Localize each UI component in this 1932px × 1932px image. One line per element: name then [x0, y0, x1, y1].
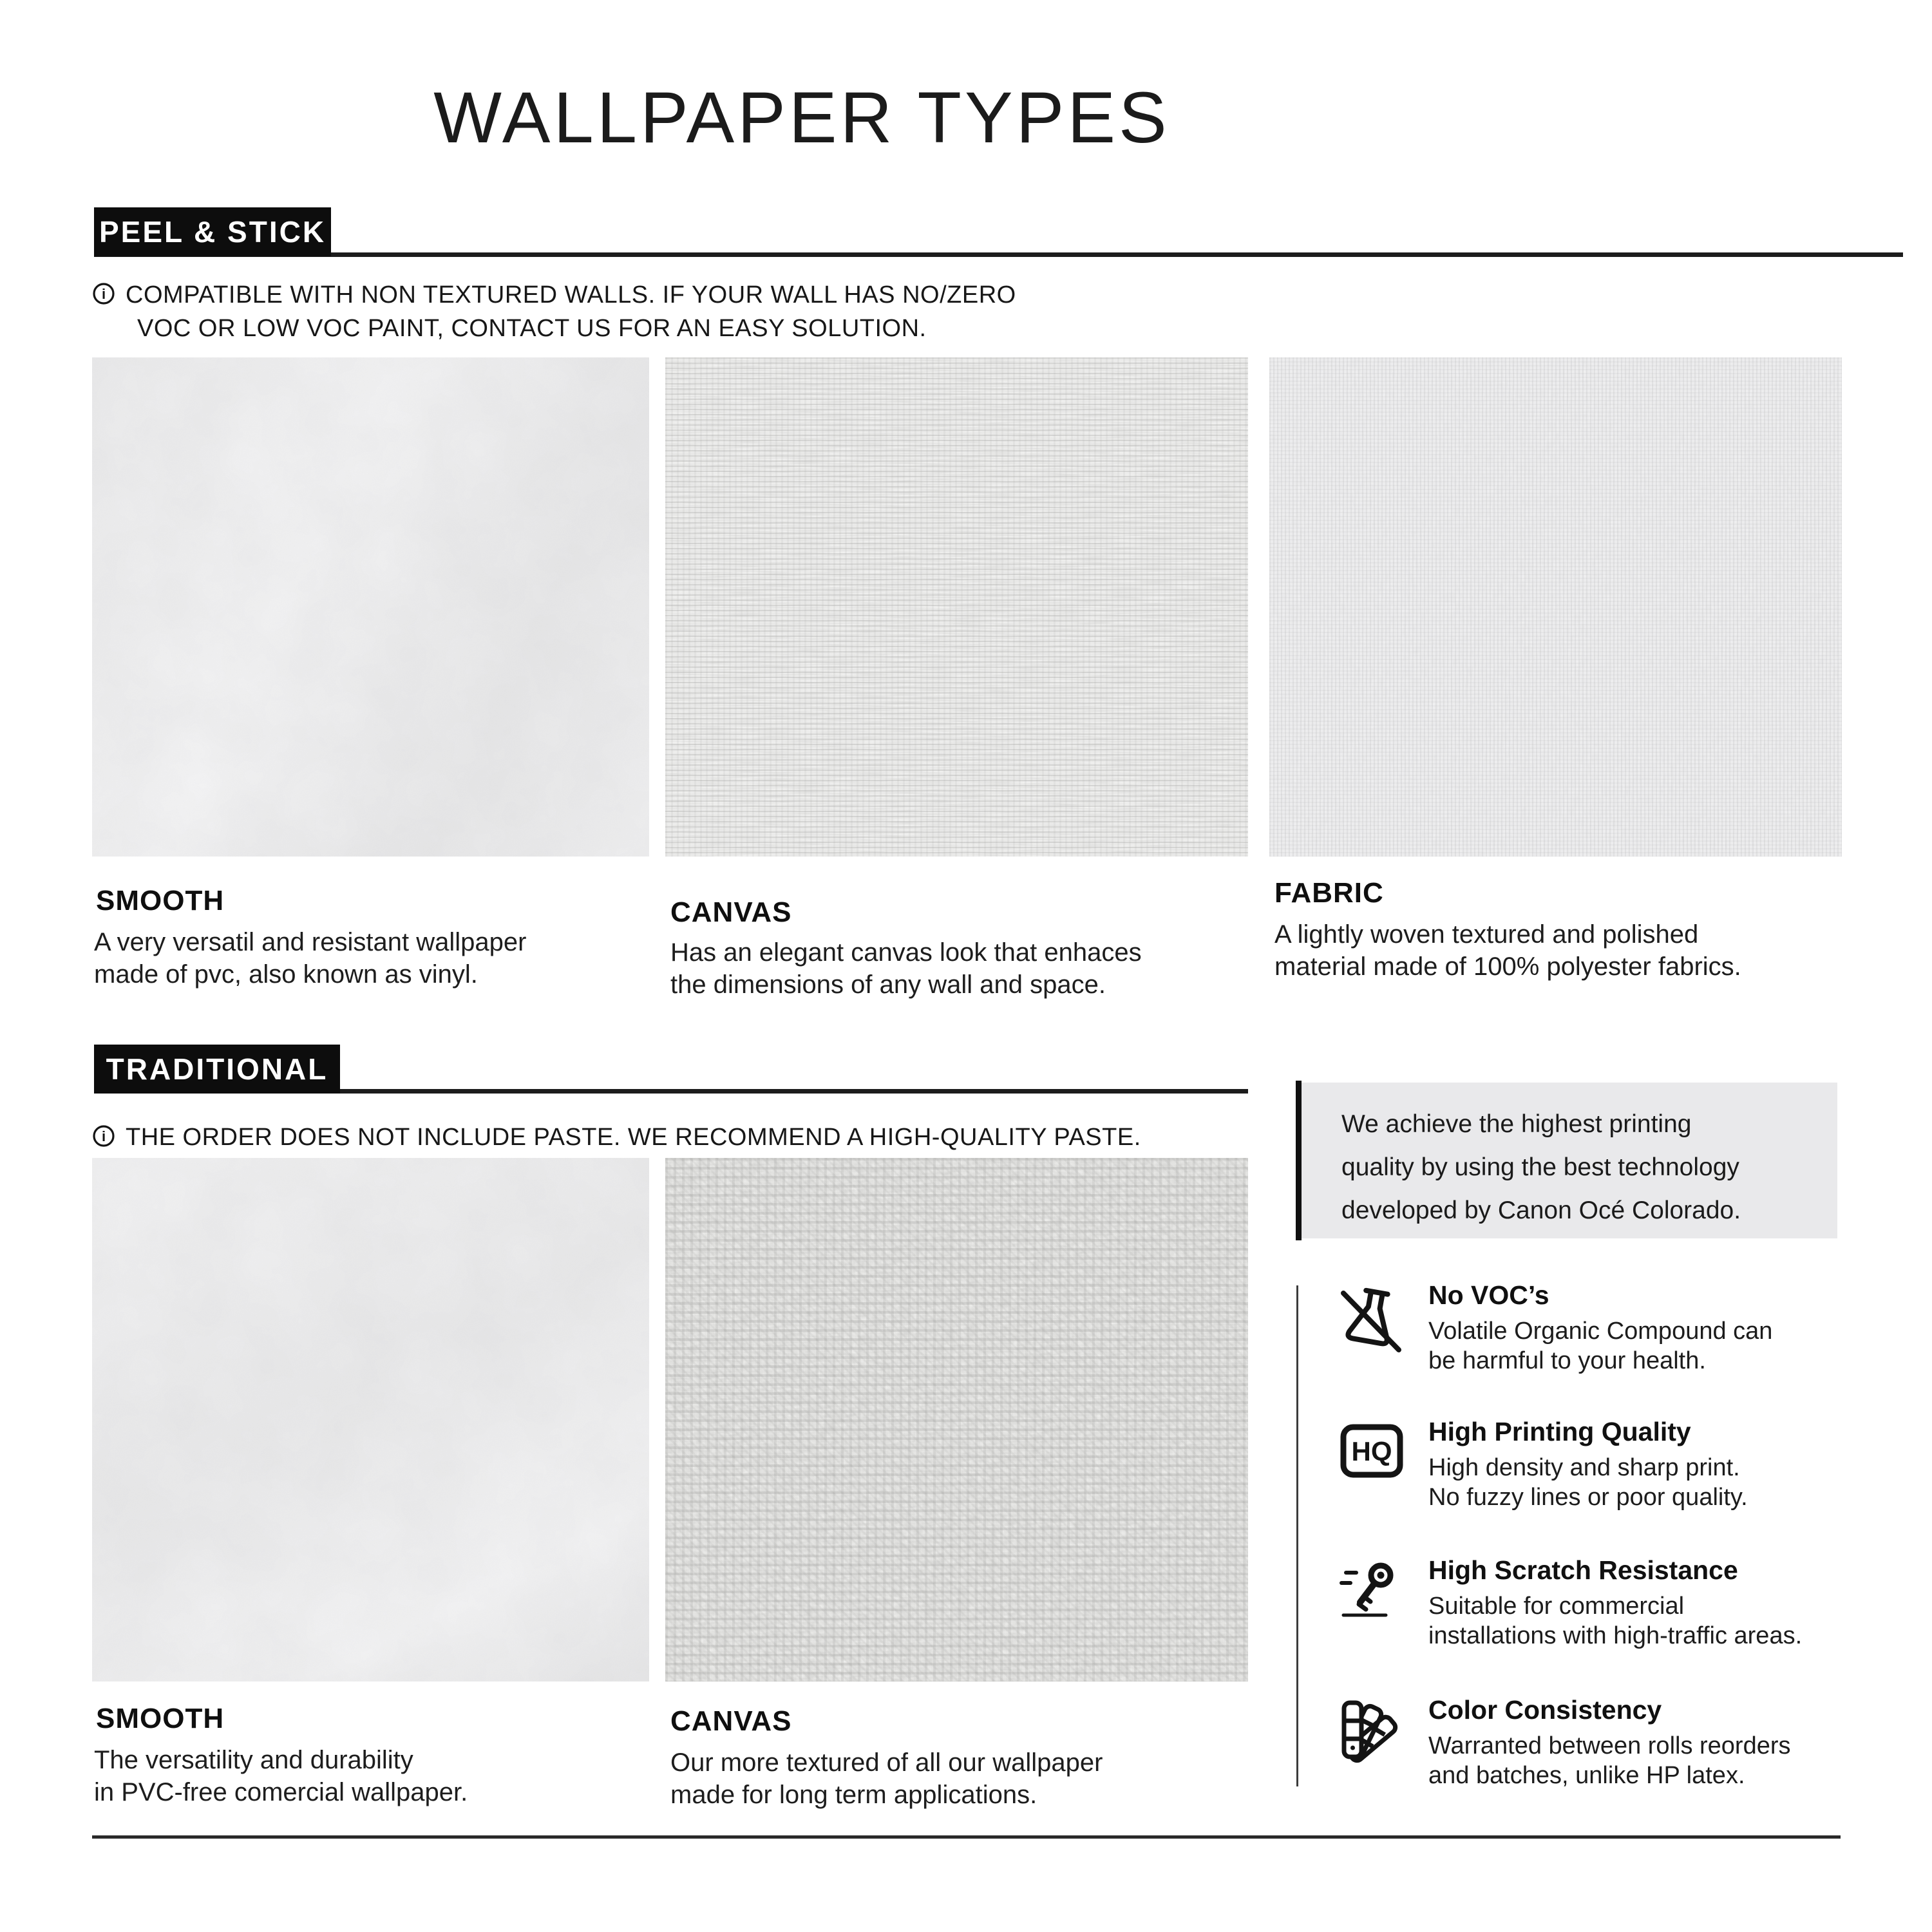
feature-title: High Scratch Resistance: [1428, 1555, 1738, 1585]
label-peel-smooth: SMOOTH: [96, 885, 225, 916]
feature-no-voc: [1428, 1279, 1892, 1376]
feature-title: Color Consistency: [1428, 1695, 1662, 1725]
color-swatchbook-icon: [1338, 1698, 1405, 1765]
svg-text:i: i: [101, 1128, 106, 1144]
swatch-peel-fabric: [1269, 357, 1842, 857]
quality-panel-text: We achieve the highest printing quality by using the best technology developed by Canon Océ Colorado.: [1341, 1110, 1741, 1224]
key-scratch-icon: [1338, 1557, 1405, 1624]
label-traditional-smooth: SMOOTH: [96, 1703, 225, 1734]
info-icon: [92, 1124, 115, 1148]
canvas-coarse-texture-noise: [665, 1158, 1248, 1681]
no-voc-flask-icon: [1338, 1285, 1405, 1352]
page-title: WALLPAPER TYPES: [433, 77, 1170, 158]
features-divider: [1296, 1285, 1298, 1786]
feature-color-consistency: [1428, 1694, 1892, 1790]
feature-title: High Printing Quality: [1428, 1417, 1691, 1446]
feature-desc: Volatile Organic Compound can be harmful to your health.: [1428, 1318, 1773, 1374]
desc-traditional-smooth: The versatility and durability in PVC-free comercial wallpaper.: [94, 1746, 468, 1806]
traditional-note-line: THE ORDER DOES NOT INCLUDE PASTE. WE RECOMMEND A HIGH-QUALITY PASTE.: [126, 1124, 1141, 1151]
peel-note-line-1: COMPATIBLE WITH NON TEXTURED WALLS. IF YOUR WALL HAS NO/ZERO: [126, 281, 1016, 308]
peel-stick-section-label: PEEL & STICK: [94, 207, 331, 256]
traditional-section-label: TRADITIONAL: [94, 1045, 340, 1094]
quality-panel-accent-bar: [1296, 1081, 1302, 1240]
label-peel-fabric: FABRIC: [1274, 877, 1384, 909]
svg-text:HQ: HQ: [1351, 1436, 1392, 1466]
traditional-note: [92, 1121, 1141, 1154]
swatch-traditional-canvas: [665, 1158, 1248, 1681]
hq-badge-icon: [1338, 1418, 1405, 1485]
desc-peel-canvas: Has an elegant canvas look that enhaces the dimensions of any wall and space.: [670, 938, 1142, 999]
feature-scratch-resistance: [1428, 1554, 1892, 1651]
desc-peel-fabric: A lightly woven textured and polished material made of 100% polyester fabrics.: [1274, 920, 1741, 981]
peel-note-line-2: VOC OR LOW VOC PAINT, CONTACT US FOR AN EASY SOLUTION.: [137, 315, 927, 342]
feature-high-printing-quality: [1428, 1416, 1892, 1512]
swatch-peel-smooth: [92, 357, 649, 857]
svg-text:i: i: [101, 286, 106, 302]
label-peel-canvas: CANVAS: [670, 896, 792, 928]
smooth-texture-noise: [92, 357, 649, 857]
desc-peel-smooth: A very versatil and resistant wallpaper made of pvc, also known as vinyl.: [94, 928, 527, 989]
label-traditional-canvas: CANVAS: [670, 1705, 792, 1737]
swatch-traditional-smooth: [92, 1158, 649, 1681]
feature-desc: High density and sharp print. No fuzzy lines or poor quality.: [1428, 1454, 1748, 1511]
bottom-rule: [92, 1835, 1841, 1839]
feature-title: No VOC’s: [1428, 1280, 1549, 1310]
feature-desc: Suitable for commercial installations with high-traffic areas.: [1428, 1593, 1803, 1649]
desc-traditional-canvas: Our more textured of all our wallpaper made for long term applications.: [670, 1748, 1103, 1809]
fabric-texture-noise: [1269, 357, 1842, 857]
peel-stick-rule: [94, 252, 1903, 257]
feature-desc: Warranted between rolls reorders and batches, unlike HP latex.: [1428, 1732, 1791, 1789]
smooth-texture-noise: [92, 1158, 649, 1681]
peel-stick-note: [92, 278, 1016, 345]
swatch-peel-canvas: [665, 357, 1248, 857]
info-icon: [92, 282, 115, 305]
canvas-texture-noise: [665, 357, 1248, 857]
